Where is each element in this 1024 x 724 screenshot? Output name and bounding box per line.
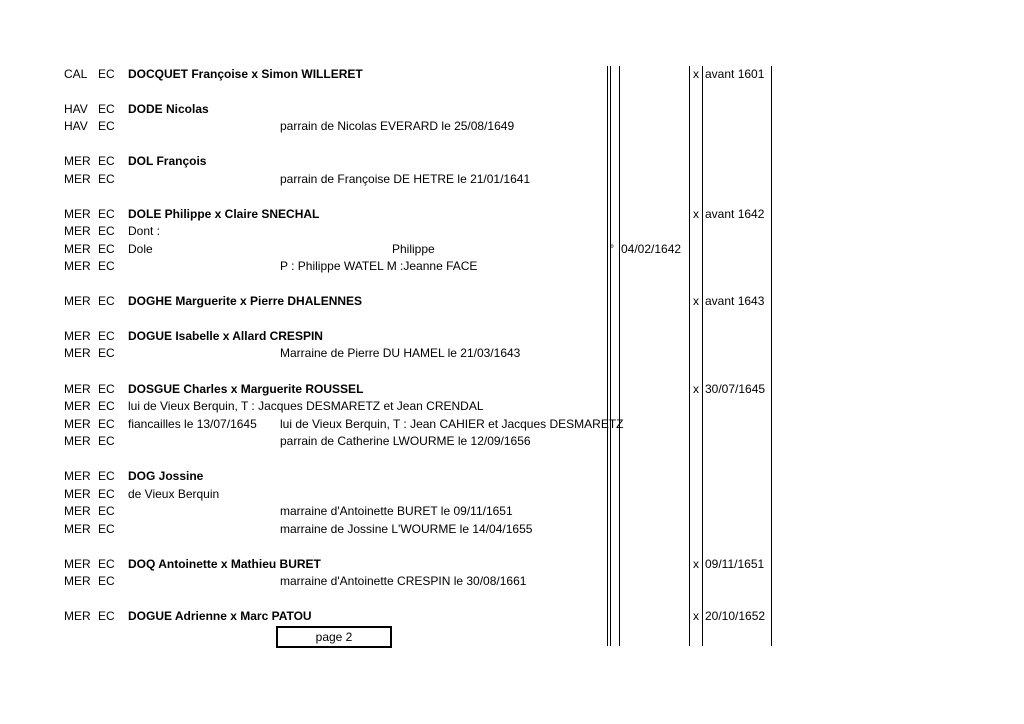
place-code: MER [64,557,91,571]
record-row [0,206,1024,223]
birth-mark: ° [610,244,614,255]
record-detail: parrain de Nicolas EVERARD le 25/08/1649 [280,119,515,133]
source-code: EC [98,67,115,81]
place-code: MER [64,207,91,221]
place-code: MER [64,224,91,238]
source-code: EC [98,522,115,536]
page-number-box: page 2 [276,626,392,648]
source-code: EC [98,399,115,413]
record-row [0,521,1024,538]
record-row [0,433,1024,450]
marriage-mark: x [693,609,699,623]
record-row [0,328,1024,345]
record-row [0,258,1024,275]
record-row [0,573,1024,590]
given-name: Philippe [392,242,435,256]
record-detail: lui de Vieux Berquin, T : Jean CAHIER et Jacques DESMARETZ [280,417,624,431]
record-row [0,118,1024,135]
record-note: fiancailles le 13/07/1645 [128,417,257,431]
place-code: MER [64,417,91,431]
record-detail: marraine de Jossine L'WOURME le 14/04/1655 [280,522,533,536]
place-code: MER [64,522,91,536]
place-code: HAV [64,102,88,116]
marriage-date: 20/10/1652 [705,609,766,623]
place-code: MER [64,504,91,518]
record-row [0,416,1024,433]
surname: Dole [128,242,153,256]
person-heading: DOQ Antoinette x Mathieu BURET [128,557,321,571]
source-code: EC [98,557,115,571]
source-code: EC [98,119,115,133]
record-detail: parrain de Françoise DE HETRE le 21/01/1641 [280,172,531,186]
marriage-date: avant 1601 [705,67,765,81]
place-code: MER [64,294,91,308]
marriage-mark: x [693,557,699,571]
record-row [0,223,1024,240]
place-code: MER [64,329,91,343]
record-note: lui de Vieux Berquin, T : Jacques DESMARETZ et Jean CRENDAL [128,399,484,413]
place-code: MER [64,609,91,623]
record-row [0,608,1024,625]
source-code: EC [98,102,115,116]
source-code: EC [98,154,115,168]
record-detail: P : Philippe WATEL M :Jeanne FACE [280,259,478,273]
person-heading: DOL François [128,154,207,168]
record-row [0,171,1024,188]
source-code: EC [98,417,115,431]
marriage-mark: x [693,382,699,396]
record-note: Dont : [128,224,161,238]
place-code: MER [64,346,91,360]
record-row [0,398,1024,415]
source-code: EC [98,346,115,360]
source-code: EC [98,207,115,221]
marriage-mark: x [693,67,699,81]
source-code: EC [98,504,115,518]
birth-date: 04/02/1642 [621,242,682,256]
source-code: EC [98,259,115,273]
place-code: MER [64,259,91,273]
source-code: EC [98,382,115,396]
person-heading: DOG Jossine [128,469,204,483]
record-row [0,345,1024,362]
record-detail: marraine d'Antoinette BURET le 09/11/1651 [280,504,513,518]
place-code: MER [64,469,91,483]
place-code: MER [64,154,91,168]
source-code: EC [98,224,115,238]
person-heading: DOGUE Adrienne x Marc PATOU [128,609,312,623]
place-code: CAL [64,67,88,81]
record-row [0,381,1024,398]
record-detail: parrain de Catherine LWOURME le 12/09/1656 [280,434,531,448]
person-heading: DODE Nicolas [128,102,209,116]
person-heading: DOGUE Isabelle x Allard CRESPIN [128,329,323,343]
place-code: HAV [64,119,88,133]
source-code: EC [98,487,115,501]
source-code: EC [98,294,115,308]
source-code: EC [98,609,115,623]
marriage-mark: x [693,294,699,308]
marriage-date: 09/11/1651 [705,557,765,571]
place-code: MER [64,382,91,396]
source-code: EC [98,172,115,186]
record-row [0,101,1024,118]
record-row [0,66,1024,83]
person-heading: DOGHE Marguerite x Pierre DHALENNES [128,294,363,308]
marriage-date: avant 1643 [705,294,765,308]
place-code: MER [64,487,91,501]
record-row [0,468,1024,485]
place-code: MER [64,172,91,186]
place-code: MER [64,434,91,448]
record-row [0,153,1024,170]
source-code: EC [98,469,115,483]
record-row [0,293,1024,310]
marriage-date: 30/07/1645 [705,382,766,396]
source-code: EC [98,242,115,256]
place-code: MER [64,399,91,413]
marriage-date: avant 1642 [705,207,765,221]
record-note: de Vieux Berquin [128,487,220,501]
record-row [0,503,1024,520]
record-row [0,556,1024,573]
place-code: MER [64,242,91,256]
source-code: EC [98,434,115,448]
marriage-mark: x [693,207,699,221]
person-heading: DOSGUE Charles x Marguerite ROUSSEL [128,382,364,396]
source-code: EC [98,574,115,588]
record-row [0,241,1024,258]
person-heading: DOCQUET Françoise x Simon WILLERET [128,67,363,81]
record-detail: marraine d'Antoinette CRESPIN le 30/08/1661 [280,574,527,588]
person-heading: DOLE Philippe x Claire SNECHAL [128,207,320,221]
place-code: MER [64,574,91,588]
source-code: EC [98,329,115,343]
record-row [0,486,1024,503]
record-detail: Marraine de Pierre DU HAMEL le 21/03/1643 [280,346,521,360]
